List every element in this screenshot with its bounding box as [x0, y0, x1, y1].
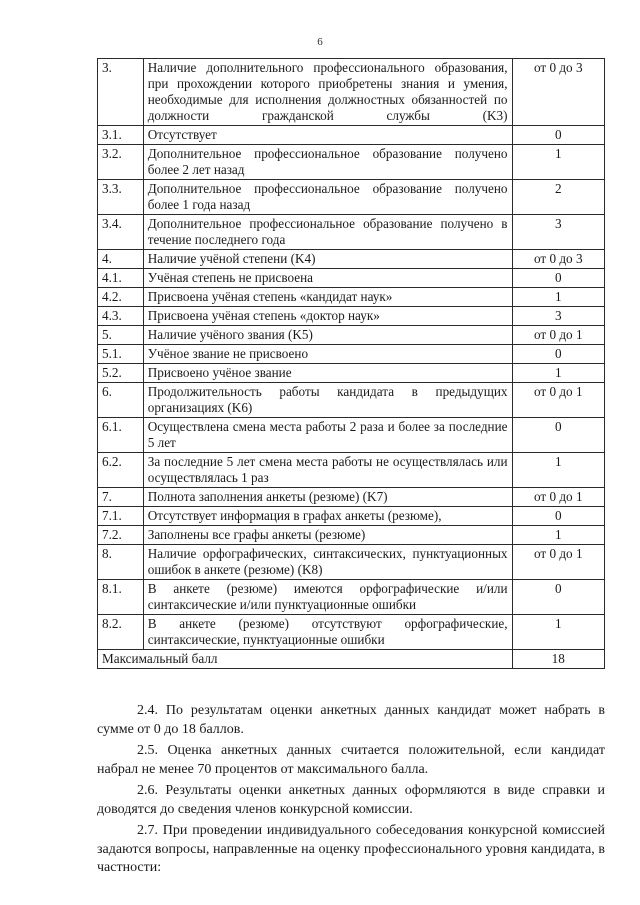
- row-description: Заполнены все графы анкеты (резюме): [143, 526, 512, 545]
- row-score: 0: [512, 269, 604, 288]
- row-number: 4.2.: [98, 288, 144, 307]
- paragraph: 2.6. Результаты оценки анкетных данных оформляются в виде справки и доводятся до сведения членов конкурсной комиссии.: [97, 783, 605, 817]
- row-number: 3.2.: [98, 145, 144, 180]
- row-description: За последние 5 лет смена места работы не осуществлялась или осуществлялась 1 раз: [143, 453, 512, 488]
- total-score: 18: [512, 650, 604, 669]
- row-score: 0: [512, 418, 604, 453]
- row-number: 8.2.: [98, 615, 144, 650]
- total-label: Максимальный балл: [98, 650, 513, 669]
- criteria-table: [97, 58, 605, 669]
- table-row: [98, 307, 605, 326]
- row-number: 7.1.: [98, 507, 144, 526]
- row-score: от 0 до 3: [512, 59, 604, 126]
- row-score: 1: [512, 145, 604, 180]
- table-row: [98, 288, 605, 307]
- row-number: 5.2.: [98, 364, 144, 383]
- row-description: Полнота заполнения анкеты (резюме) (K7): [143, 488, 512, 507]
- row-number: 8.1.: [98, 580, 144, 615]
- row-score: от 0 до 1: [512, 545, 604, 580]
- row-description: Присвоена учёная степень «кандидат наук»: [143, 288, 512, 307]
- row-description: Наличие учёного звания (K5): [143, 326, 512, 345]
- row-score: 2: [512, 180, 604, 215]
- row-score: 0: [512, 345, 604, 364]
- table-row: [98, 145, 605, 180]
- row-score: 1: [512, 615, 604, 650]
- row-number: 4.: [98, 250, 144, 269]
- row-number: 3.1.: [98, 126, 144, 145]
- table-row: [98, 453, 605, 488]
- paragraph: 2.4. По результатам оценки анкетных данных кандидат может набрать в сумме от 0 до 18 баллов.: [97, 703, 605, 737]
- table-total-row: [98, 650, 605, 669]
- row-description: Присвоено учёное звание: [143, 364, 512, 383]
- row-description: Учёная степень не присвоена: [143, 269, 512, 288]
- row-score: 1: [512, 288, 604, 307]
- row-description: Присвоена учёная степень «доктор наук»: [143, 307, 512, 326]
- row-description: Наличие учёной степени (K4): [143, 250, 512, 269]
- row-score: от 0 до 1: [512, 383, 604, 418]
- row-number: 4.3.: [98, 307, 144, 326]
- body-text: [97, 702, 605, 881]
- row-description: В анкете (резюме) отсутствуют орфографические, синтаксические, пунктуационные ошибки: [143, 615, 512, 650]
- row-number: 8.: [98, 545, 144, 580]
- row-description: Наличие орфографических, синтаксических, пунктуационных ошибок в анкете (резюме) (K8): [143, 545, 512, 580]
- row-number: 6.1.: [98, 418, 144, 453]
- table-row: [98, 59, 605, 126]
- table-row: [98, 507, 605, 526]
- row-score: от 0 до 1: [512, 326, 604, 345]
- row-number: 6.2.: [98, 453, 144, 488]
- row-number: 3.3.: [98, 180, 144, 215]
- row-score: 0: [512, 507, 604, 526]
- row-score: 0: [512, 580, 604, 615]
- row-description: Наличие дополнительного профессионального образования, при прохождении которого приобретены знания и умения, необходимые для исполнения должностных обязанностей по должности гражданской службы (K3): [143, 59, 512, 126]
- row-score: от 0 до 3: [512, 250, 604, 269]
- row-description: Учёное звание не присвоено: [143, 345, 512, 364]
- table-row: [98, 180, 605, 215]
- row-description: Продолжительность работы кандидата в предыдущих организациях (K6): [143, 383, 512, 418]
- row-description: Дополнительное профессиональное образование получено более 2 лет назад: [143, 145, 512, 180]
- row-description: В анкете (резюме) имеются орфографические и/или синтаксические и/или пунктуационные ошибки: [143, 580, 512, 615]
- row-description: Дополнительное профессиональное образование получено в течение последнего года: [143, 215, 512, 250]
- row-score: 1: [512, 526, 604, 545]
- row-number: 6.: [98, 383, 144, 418]
- table-row: [98, 488, 605, 507]
- row-number: 4.1.: [98, 269, 144, 288]
- table-row: [98, 364, 605, 383]
- table-row: [98, 250, 605, 269]
- row-score: 3: [512, 215, 604, 250]
- table-row: [98, 215, 605, 250]
- table-row: [98, 269, 605, 288]
- row-number: 5.1.: [98, 345, 144, 364]
- table-row: [98, 126, 605, 145]
- table-row: [98, 345, 605, 364]
- table-row: [98, 383, 605, 418]
- row-description: Осуществлена смена места работы 2 раза и более за последние 5 лет: [143, 418, 512, 453]
- row-score: 3: [512, 307, 604, 326]
- row-description: Отсутствует: [143, 126, 512, 145]
- table-row: [98, 615, 605, 650]
- table-row: [98, 580, 605, 615]
- row-score: от 0 до 1: [512, 488, 604, 507]
- row-number: 7.: [98, 488, 144, 507]
- table-row: [98, 545, 605, 580]
- page-number: 6: [317, 36, 323, 48]
- row-score: 1: [512, 453, 604, 488]
- row-description: Отсутствует информация в графах анкеты (резюме),: [143, 507, 512, 526]
- row-score: 1: [512, 364, 604, 383]
- table-row: [98, 526, 605, 545]
- table-row: [98, 326, 605, 345]
- table-row: [98, 418, 605, 453]
- row-description: Дополнительное профессиональное образование получено более 1 года назад: [143, 180, 512, 215]
- paragraph: 2.5. Оценка анкетных данных считается положительной, если кандидат набрал не менее 70 процентов от максимального балла.: [97, 743, 605, 777]
- row-score: 0: [512, 126, 604, 145]
- row-number: 3.: [98, 59, 144, 126]
- row-number: 5.: [98, 326, 144, 345]
- paragraph: 2.7. При проведении индивидуального собеседования конкурсной комиссией задаются вопросы, направленные на оценку профессионального уровня кандидата, в частности:: [97, 823, 605, 875]
- row-number: 3.4.: [98, 215, 144, 250]
- row-number: 7.2.: [98, 526, 144, 545]
